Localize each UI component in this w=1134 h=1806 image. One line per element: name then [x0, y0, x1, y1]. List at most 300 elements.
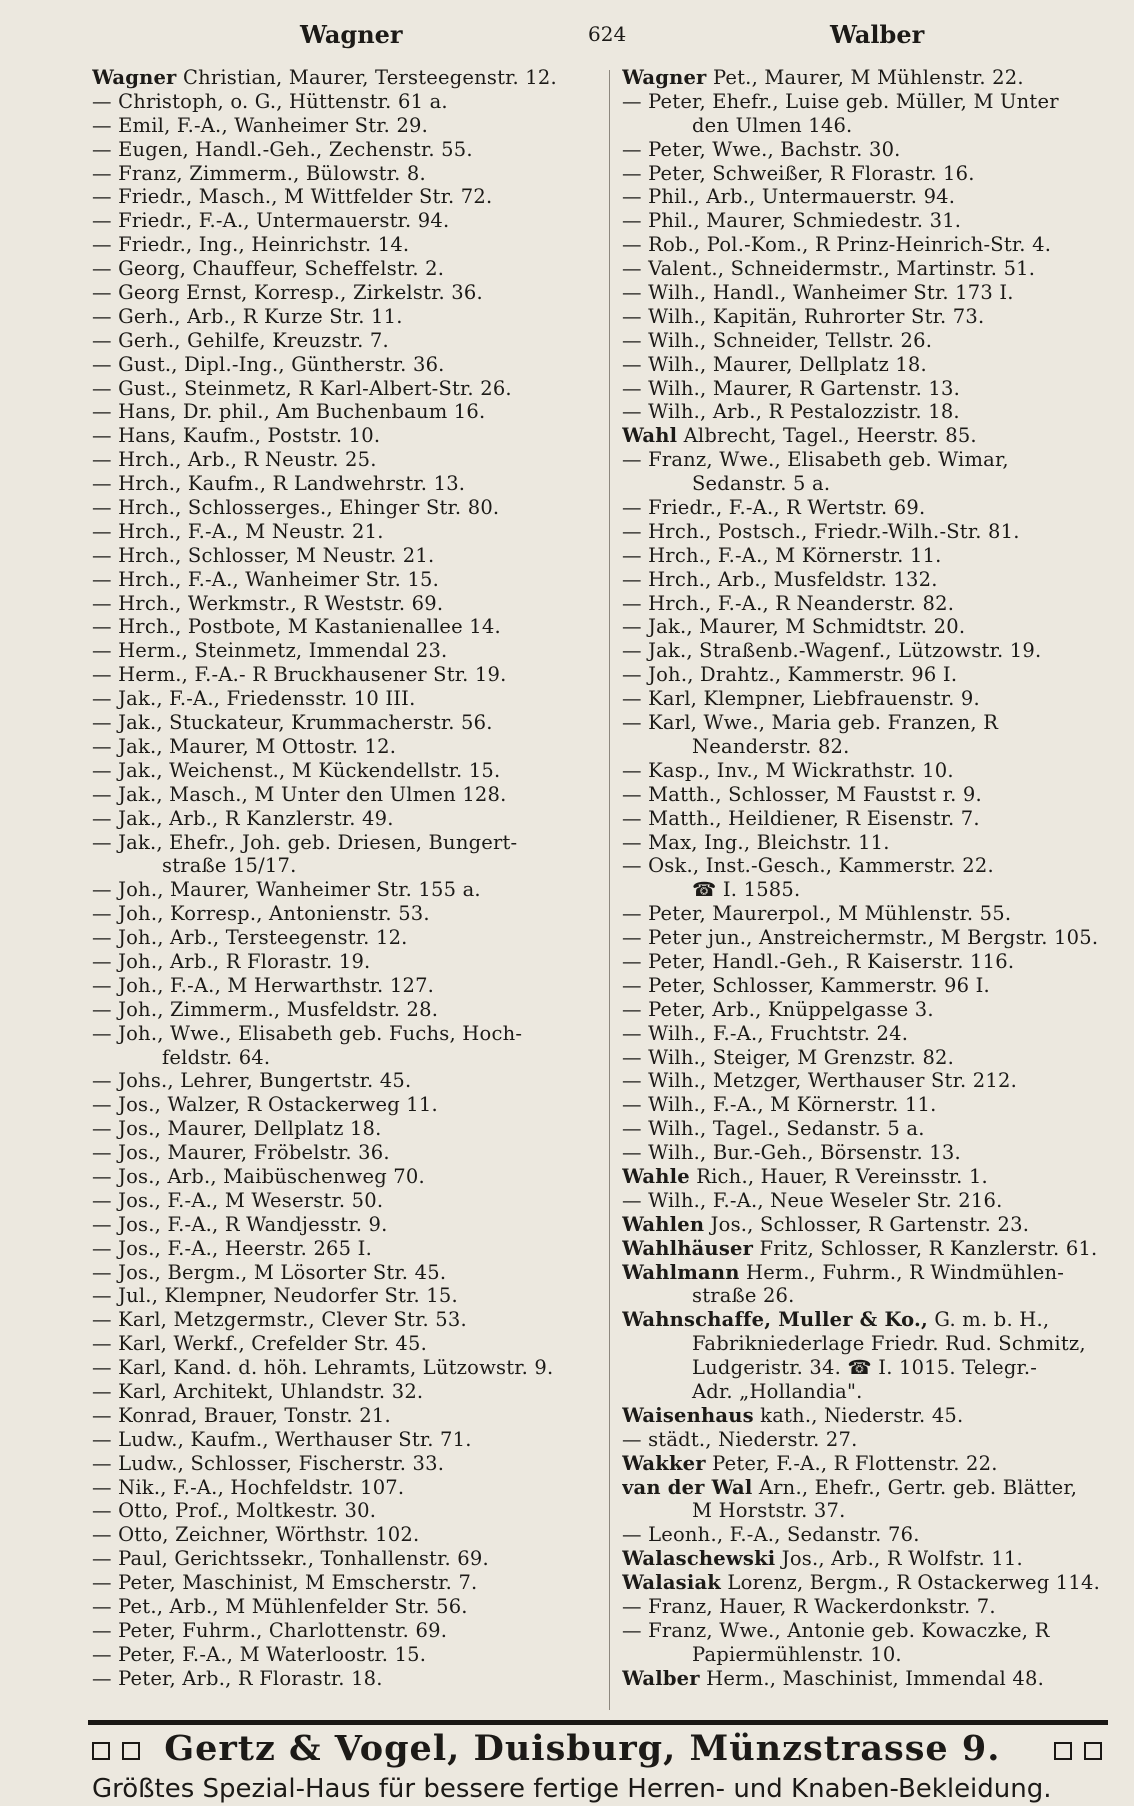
entry-text: — Wilh., Metzger, Werthauser Str. 212.: [622, 1069, 1017, 1093]
directory-entry: [622, 544, 1126, 568]
entry-text: — Karl, Kand. d. höh. Lehramts, Lützowstr. 9.: [92, 1356, 554, 1380]
directory-entry: [92, 1667, 604, 1691]
entry-text: — Georg Ernst, Korresp., Zirkelstr. 36.: [92, 281, 483, 305]
directory-entry: [92, 1547, 604, 1571]
directory-entry: [92, 735, 604, 759]
entry-text: — Wilh., F.-A., M Körnerstr. 11.: [622, 1093, 937, 1117]
directory-entry: [622, 472, 1126, 496]
entry-text: — Eugen, Handl.-Geh., Zechenstr. 55.: [92, 137, 473, 161]
directory-entry: [92, 400, 604, 424]
entry-surname: Wahnschaffe, Muller & Ko.,: [622, 1308, 929, 1332]
directory-entry: [92, 209, 604, 233]
entry-text: — Jos., Maurer, Fröbelstr. 36.: [92, 1141, 390, 1165]
directory-entry: [92, 902, 604, 926]
entry-text: — Jak., Ehefr., Joh. geb. Driesen, Bungert-: [92, 830, 518, 854]
entry-text: — Jak., Weichenst., M Kückendellstr. 15.: [92, 758, 501, 782]
entry-text: — Peter jun., Anstreichermstr., M Bergstr. 105.: [622, 926, 1099, 950]
entry-text: — Jos., F.-A., M Weserstr. 50.: [92, 1188, 384, 1212]
directory-entry: [622, 185, 1126, 209]
entry-text: — Peter, Schlosser, Kammerstr. 96 I.: [622, 973, 990, 997]
entry-text: Albrecht, Tagel., Heerstr. 85.: [677, 424, 977, 448]
advert-rule: [88, 1720, 1108, 1725]
directory-entry: [622, 592, 1126, 616]
entry-text: — Otto, Prof., Moltkestr. 30.: [92, 1499, 377, 1523]
entry-text: — Jak., Arb., R Kanzlerstr. 49.: [92, 806, 394, 830]
entry-text: — Leonh., F.-A., Sedanstr. 76.: [622, 1523, 920, 1547]
directory-entry: [92, 831, 604, 855]
entry-text: — Herm., Steinmetz, Immendal 23.: [92, 639, 448, 663]
entry-text: — Emil, F.-A., Wanheimer Str. 29.: [92, 113, 429, 137]
directory-entry: [92, 568, 604, 592]
directory-entry: [92, 424, 604, 448]
entry-text: — Wilh., Kapitän, Ruhrorter Str. 73.: [622, 304, 985, 328]
entry-surname: Wagner: [622, 66, 707, 89]
entry-text: — Pet., Arb., M Mühlenfelder Str. 56.: [92, 1595, 468, 1618]
entry-text: — Jos., Walzer, R Ostackerweg 11.: [92, 1093, 438, 1117]
entry-surname: van der Wal: [622, 1475, 753, 1499]
directory-entry: [92, 162, 604, 186]
directory-entry: [622, 448, 1126, 472]
directory-entry: [92, 1213, 604, 1237]
entry-text: — städt., Niederstr. 27.: [622, 1427, 858, 1451]
directory-entry: [92, 711, 604, 735]
entry-text: Papiermühlenstr. 10.: [692, 1642, 902, 1666]
directory-entry: [92, 353, 604, 377]
entry-text: — Friedr., F.-A., Untermauerstr. 94.: [92, 209, 450, 233]
entry-text: — Friedr., Ing., Heinrichstr. 14.: [92, 233, 410, 257]
right-column: [622, 66, 1126, 1691]
directory-entry: [622, 687, 1126, 711]
page-header: [0, 14, 1134, 50]
directory-entry: [92, 1499, 604, 1523]
entry-text: — Jos., Arb., Maibüschenweg 70.: [92, 1164, 425, 1188]
directory-entry: [92, 1093, 604, 1117]
entry-text: — Hrch., Werkmstr., R Weststr. 69.: [92, 591, 444, 615]
directory-entry: [92, 1356, 604, 1380]
entry-text: — Franz, Zimmerm., Bülowstr. 8.: [92, 161, 426, 185]
directory-entry: [92, 687, 604, 711]
entry-text: — Jak., Straßenb.-Wagenf., Lützowstr. 19.: [622, 639, 1042, 663]
page-number: 624: [588, 22, 627, 46]
directory-entry: [92, 329, 604, 353]
directory-entry: [622, 1667, 1126, 1691]
box-icon: [1054, 1742, 1072, 1760]
directory-entry: [92, 1595, 604, 1619]
entry-text: — Matth., Schlosser, M Faustst r. 9.: [622, 782, 982, 806]
entry-text: — Peter, Maschinist, M Emscherstr. 7.: [92, 1571, 478, 1595]
entry-text: — Valent., Schneidermstr., Martinstr. 51.: [622, 257, 1036, 281]
entry-surname: Wahle: [622, 1164, 690, 1188]
directory-entry: [622, 1643, 1126, 1667]
entry-text: — Wilh., Tagel., Sedanstr. 5 a.: [622, 1117, 925, 1141]
entry-text: — Jul., Klempner, Neudorfer Str. 15.: [92, 1284, 458, 1308]
directory-entry: [622, 950, 1126, 974]
directory-entry: [622, 1046, 1126, 1070]
directory-entry: [622, 377, 1126, 401]
directory-entry: [92, 759, 604, 783]
entry-text: den Ulmen 146.: [692, 113, 853, 137]
directory-entry: [622, 1141, 1126, 1165]
directory-entry: [622, 854, 1126, 878]
directory-entry: [622, 1189, 1126, 1213]
entry-text: — Karl, Werkf., Crefelder Str. 45.: [92, 1332, 427, 1356]
entry-text: — Otto, Zeichner, Wörthstr. 102.: [92, 1523, 420, 1547]
entry-text: Arn., Ehefr., Gertr. geb. Blätter,: [752, 1475, 1078, 1499]
entry-text: — Ludw., Kaufm., Werthauser Str. 71.: [92, 1427, 472, 1451]
advert-headline-text: Gertz & Vogel, Duisburg, Münzstrasse 9.: [164, 1728, 1001, 1769]
entry-text: — Wilh., F.-A., Neue Weseler Str. 216.: [622, 1188, 1003, 1212]
entry-text: — Peter, Fuhrm., Charlottenstr. 69.: [92, 1618, 448, 1642]
entry-text: — Gust., Steinmetz, R Karl-Albert-Str. 26.: [92, 376, 512, 400]
entry-text: — Paul, Gerichtssekr., Tonhallenstr. 69.: [92, 1547, 489, 1571]
directory-entry: [622, 1308, 1126, 1332]
directory-entry: [622, 902, 1126, 926]
directory-entry: [92, 1571, 604, 1595]
entry-text: Neanderstr. 82.: [692, 734, 850, 758]
entry-text: — Hrch., Schlosserges., Ehinger Str. 80.: [92, 496, 500, 520]
entry-text: — Gerh., Arb., R Kurze Str. 11.: [92, 304, 403, 328]
entry-text: straße 15/17.: [162, 854, 297, 878]
directory-entry: [622, 1117, 1126, 1141]
directory-entry: [92, 1237, 604, 1261]
entry-text: — Friedr., Masch., M Wittfelder Str. 72.: [92, 185, 493, 209]
entry-text: — Nik., F.-A., Hochfeldstr. 107.: [92, 1475, 405, 1499]
directory-entry: [92, 1261, 604, 1285]
directory-entry: [92, 1046, 604, 1070]
entry-text: — Georg, Chauffeur, Scheffelstr. 2.: [92, 257, 445, 281]
entry-text: — Matth., Heildiener, R Eisenstr. 7.: [622, 806, 980, 830]
directory-entry: [622, 1571, 1126, 1595]
entry-text: — Wilh., Handl., Wanheimer Str. 173 I.: [622, 281, 1014, 305]
advert-headline: [92, 1726, 1122, 1772]
entry-text: — Joh., Zimmerm., Musfeldstr. 28.: [92, 997, 439, 1021]
entry-text: — Wilh., Maurer, Dellplatz 18.: [622, 352, 927, 376]
entry-text: — Hrch., F.-A., Wanheimer Str. 15.: [92, 567, 440, 591]
entry-text: — Joh., Maurer, Wanheimer Str. 155 a.: [92, 878, 481, 902]
directory-entry: [92, 878, 604, 902]
directory-entry: [92, 998, 604, 1022]
directory-entry: [622, 759, 1126, 783]
entry-text: — Peter, Arb., Knüppelgasse 3.: [622, 997, 934, 1021]
directory-entry: [622, 1499, 1126, 1523]
entry-text: — Hrch., Arb., Musfeldstr. 132.: [622, 567, 938, 591]
directory-entry: [622, 90, 1126, 114]
entry-text: Jos., Arb., R Wolfstr. 11.: [775, 1547, 1023, 1571]
entry-text: — Peter, Schweißer, R Florastr. 16.: [622, 161, 975, 185]
entry-text: — Franz, Wwe., Antonie geb. Kowaczke, R: [622, 1618, 1050, 1642]
directory-entry: [622, 257, 1126, 281]
directory-entry: [622, 162, 1126, 186]
directory-entry: [622, 1356, 1126, 1380]
directory-entry: [92, 544, 604, 568]
entry-text: — Ludw., Schlosser, Fischerstr. 33.: [92, 1451, 445, 1475]
directory-entry: [92, 1523, 604, 1547]
entry-text: — Hrch., F.-A., M Körnerstr. 11.: [622, 543, 942, 567]
directory-entry: [92, 233, 604, 257]
directory-entry: [622, 1380, 1126, 1404]
entry-text: — Kasp., Inv., M Wickrathstr. 10.: [622, 758, 954, 782]
directory-entry: [92, 1380, 604, 1404]
entry-text: — Wilh., Schneider, Tellstr. 26.: [622, 328, 933, 352]
directory-entry: [622, 233, 1126, 257]
directory-entry: [92, 114, 604, 138]
directory-entry: [92, 1476, 604, 1500]
entry-text: Ludgeristr. 34. ☎ I. 1015. Telegr.-: [692, 1356, 1038, 1380]
directory-entry: [92, 305, 604, 329]
entry-text: Adr. „Hollandia".: [692, 1379, 863, 1403]
directory-entry: [92, 926, 604, 950]
header-left-keyword: Wagner: [300, 20, 403, 49]
entry-text: — Jak., F.-A., Friedensstr. 10 III.: [92, 687, 416, 711]
entry-text: — Wilh., Arb., R Pestalozzistr. 18.: [622, 400, 960, 424]
box-icon: [1084, 1742, 1102, 1760]
entry-text: — Wilh., Steiger, M Grenzstr. 82.: [622, 1045, 955, 1069]
entry-text: — Osk., Inst.-Gesch., Kammerstr. 22.: [622, 854, 994, 878]
entry-text: — Konrad, Brauer, Tonstr. 21.: [92, 1403, 391, 1427]
directory-entry: [622, 281, 1126, 305]
entry-text: kath., Niederstr. 45.: [753, 1403, 964, 1427]
entry-text: — Jak., Maurer, M Schmidtstr. 20.: [622, 615, 966, 639]
directory-entry: [622, 1332, 1126, 1356]
directory-entry: [622, 639, 1126, 663]
directory-entry: [622, 400, 1126, 424]
directory-entry: [622, 998, 1126, 1022]
header-right-keyword: Walber: [830, 20, 925, 49]
entry-text: Christian, Maurer, Tersteegenstr. 12.: [176, 66, 557, 89]
entry-text: — Gust., Dipl.-Ing., Güntherstr. 36.: [92, 352, 445, 376]
box-icon: [92, 1742, 110, 1760]
entry-text: Peter, F.-A., R Flottenstr. 22.: [705, 1451, 998, 1475]
entry-text: — Joh., Korresp., Antonienstr. 53.: [92, 902, 430, 926]
directory-entry: [622, 807, 1126, 831]
entry-text: feldstr. 64.: [162, 1045, 271, 1069]
entry-text: — Jos., Bergm., M Lösorter Str. 45.: [92, 1260, 447, 1284]
directory-entry: [92, 950, 604, 974]
entry-surname: Walber: [622, 1666, 700, 1690]
entry-text: — Hrch., Kaufm., R Landwehrstr. 13.: [92, 472, 466, 496]
directory-entry: [622, 1213, 1126, 1237]
entry-text: — Hrch., F.-A., R Neanderstr. 82.: [622, 591, 955, 615]
directory-entry: [92, 663, 604, 687]
directory-entry: [92, 138, 604, 162]
entry-surname: Wakker: [622, 1451, 706, 1475]
left-column: [92, 66, 604, 1691]
directory-entry: [92, 1452, 604, 1476]
directory-entry: [92, 1619, 604, 1643]
directory-entry: [92, 1332, 604, 1356]
entry-text: Sedanstr. 5 a.: [692, 472, 831, 496]
directory-entry: [622, 138, 1126, 162]
directory-entry: [92, 472, 604, 496]
entry-text: — Karl, Architekt, Uhlandstr. 32.: [92, 1379, 424, 1403]
directory-entry: [622, 568, 1126, 592]
directory-entry: [622, 1476, 1126, 1500]
entry-text: — Jak., Masch., M Unter den Ulmen 128.: [92, 782, 507, 806]
advert-subline: Größtes Spezial-Haus für bessere fertige Herren- und Knaben-Bekleidung.: [92, 1774, 1052, 1804]
entry-text: — Karl, Metzgermstr., Clever Str. 53.: [92, 1308, 467, 1332]
entry-surname: Wagner: [92, 66, 177, 89]
directory-entry: [622, 353, 1126, 377]
directory-entry: [622, 1069, 1126, 1093]
directory-entry: [92, 1165, 604, 1189]
directory-entry: [622, 1237, 1126, 1261]
directory-entry: [92, 1141, 604, 1165]
entry-text: Herm., Maschinist, Immendal 48.: [699, 1666, 1045, 1690]
directory-entry: [622, 1547, 1126, 1571]
entry-text: — Joh., F.-A., M Herwarthstr. 127.: [92, 973, 435, 997]
entry-text: — Wilh., Bur.-Geh., Börsenstr. 13.: [622, 1141, 961, 1165]
directory-entry: [622, 926, 1126, 950]
directory-entry: [92, 1069, 604, 1093]
directory-entry: [92, 615, 604, 639]
entry-text: — Hrch., Postsch., Friedr.-Wilh.-Str. 81.: [622, 519, 1020, 543]
entry-text: — Joh., Drahtz., Kammerstr. 96 I.: [622, 663, 958, 687]
directory-entry: [92, 448, 604, 472]
entry-text: — Jak., Stuckateur, Krummacherstr. 56.: [92, 711, 493, 735]
entry-text: Fritz, Schlosser, R Kanzlerstr. 61.: [753, 1236, 1098, 1260]
entry-text: straße 26.: [692, 1284, 795, 1308]
entry-text: — Joh., Wwe., Elisabeth geb. Fuchs, Hoch-: [92, 1021, 523, 1045]
entry-text: — Phil., Maurer, Schmiedestr. 31.: [622, 209, 962, 233]
entry-text: — Wilh., F.-A., Fruchtstr. 24.: [622, 1021, 909, 1045]
entry-text: — Max, Ing., Bleichstr. 11.: [622, 830, 890, 854]
entry-text: — Jos., Maurer, Dellplatz 18.: [92, 1117, 382, 1141]
entry-text: — Hrch., Arb., R Neustr. 25.: [92, 448, 377, 472]
directory-entry: [92, 854, 604, 878]
directory-entry: [622, 735, 1126, 759]
directory-entry: [92, 807, 604, 831]
entry-text: — Peter, Arb., R Florastr. 18.: [92, 1666, 383, 1690]
entry-text: — Phil., Arb., Untermauerstr. 94.: [622, 185, 956, 209]
directory-entry: [92, 1643, 604, 1667]
entry-text: — Jak., Maurer, M Ottostr. 12.: [92, 734, 397, 758]
directory-entry: [622, 1022, 1126, 1046]
directory-entry: [92, 496, 604, 520]
directory-entry: [622, 831, 1126, 855]
entry-text: — Franz, Hauer, R Wackerdonkstr. 7.: [622, 1595, 996, 1618]
directory-entry: [622, 711, 1126, 735]
directory-entry: [92, 783, 604, 807]
entry-surname: Wahlhäuser: [622, 1236, 754, 1260]
entry-text: — Karl, Klempner, Liebfrauenstr. 9.: [622, 687, 980, 711]
directory-entry: [92, 1117, 604, 1141]
directory-entry: [622, 1093, 1126, 1117]
entry-text: — Hrch., Schlosser, M Neustr. 21.: [92, 543, 435, 567]
entry-text: — Karl, Wwe., Maria geb. Franzen, R: [622, 711, 999, 735]
entry-text: Herm., Fuhrm., R Windmühlen-: [739, 1260, 1065, 1284]
entry-text: — Jos., F.-A., R Wandjesstr. 9.: [92, 1212, 388, 1236]
entry-text: — Peter, Wwe., Bachstr. 30.: [622, 137, 901, 161]
entry-text: — Jos., F.-A., Heerstr. 265 I.: [92, 1236, 372, 1260]
directory-entry: [622, 1165, 1126, 1189]
entry-text: Lorenz, Bergm., R Ostackerweg 114.: [721, 1571, 1101, 1595]
entry-surname: Wahlmann: [622, 1260, 740, 1284]
directory-entry: [92, 377, 604, 401]
directory-entry: [622, 1428, 1126, 1452]
entry-text: Pet., Maurer, M Mühlenstr. 22.: [706, 66, 1024, 89]
directory-entry: [92, 257, 604, 281]
directory-entry: [92, 1284, 604, 1308]
directory-entry: [622, 783, 1126, 807]
entry-text: — Peter, Handl.-Geh., R Kaiserstr. 116.: [622, 949, 1015, 973]
directory-entry: [92, 66, 604, 90]
entry-text: ☎ I. 1585.: [692, 878, 801, 902]
entry-surname: Waisenhaus: [622, 1403, 754, 1427]
directory-entry: [92, 90, 604, 114]
entry-text: — Franz, Wwe., Elisabeth geb. Wimar,: [622, 448, 1009, 472]
directory-entry: [622, 878, 1126, 902]
directory-entry: [622, 424, 1126, 448]
entry-text: — Peter, F.-A., M Waterloostr. 15.: [92, 1642, 427, 1666]
directory-entry: [622, 1595, 1126, 1619]
entry-text: Jos., Schlosser, R Gartenstr. 23.: [704, 1212, 1030, 1236]
entry-surname: Wahl: [622, 424, 678, 448]
entry-text: — Wilh., Maurer, R Gartenstr. 13.: [622, 376, 960, 400]
entry-surname: Walaschewski: [622, 1547, 776, 1571]
entry-text: — Friedr., F.-A., R Wertstr. 69.: [622, 496, 926, 520]
directory-entry: [622, 114, 1126, 138]
directory-entry: [92, 1404, 604, 1428]
directory-entry: [622, 496, 1126, 520]
entry-text: Rich., Hauer, R Vereinsstr. 1.: [689, 1164, 988, 1188]
directory-entry: [622, 1452, 1126, 1476]
entry-text: — Joh., Arb., Tersteegenstr. 12.: [92, 926, 408, 950]
directory-entry: [622, 1404, 1126, 1428]
entry-text: — Johs., Lehrer, Bungertstr. 45.: [92, 1069, 412, 1093]
directory-entry: [92, 1022, 604, 1046]
directory-entry: [92, 1189, 604, 1213]
directory-entry: [622, 1619, 1126, 1643]
entry-text: Fabrikniederlage Friedr. Rud. Schmitz,: [692, 1332, 1086, 1356]
directory-entry: [622, 1523, 1126, 1547]
directory-entry: [92, 520, 604, 544]
directory-entry: [622, 520, 1126, 544]
directory-entry: [92, 974, 604, 998]
entry-text: — Hans, Kaufm., Poststr. 10.: [92, 424, 381, 448]
directory-entry: [92, 592, 604, 616]
directory-entry: [622, 209, 1126, 233]
entry-surname: Wahlen: [622, 1212, 705, 1236]
directory-entry: [92, 281, 604, 305]
directory-entry: [622, 974, 1126, 998]
directory-entry: [622, 615, 1126, 639]
entry-text: G. m. b. H.,: [928, 1308, 1050, 1332]
directory-entry: [622, 66, 1126, 90]
directory-entry: [92, 185, 604, 209]
entry-text: — Hrch., Postbote, M Kastanienallee 14.: [92, 615, 501, 639]
entry-text: — Hans, Dr. phil., Am Buchenbaum 16.: [92, 400, 486, 424]
entry-text: — Joh., Arb., R Florastr. 19.: [92, 949, 371, 973]
entry-text: — Gerh., Gehilfe, Kreuzstr. 7.: [92, 328, 389, 352]
entry-text: — Rob., Pol.-Kom., R Prinz-Heinrich-Str. 4.: [622, 233, 1052, 257]
entry-text: — Peter, Ehefr., Luise geb. Müller, M Unter: [622, 89, 1059, 113]
entry-text: — Christoph, o. G., Hüttenstr. 61 a.: [92, 89, 448, 113]
column-divider: [609, 70, 610, 1710]
entry-text: — Herm., F.-A.- R Bruckhausener Str. 19.: [92, 663, 507, 687]
directory-entry: [622, 663, 1126, 687]
directory-entry: [622, 1284, 1126, 1308]
directory-entry: [622, 329, 1126, 353]
directory-entry: [92, 1308, 604, 1332]
entry-text: M Horststr. 37.: [692, 1499, 846, 1523]
entry-text: — Hrch., F.-A., M Neustr. 21.: [92, 519, 384, 543]
directory-entry: [622, 305, 1126, 329]
box-icon: [122, 1742, 140, 1760]
directory-entry: [92, 639, 604, 663]
directory-entry: [92, 1428, 604, 1452]
entry-surname: Walasiak: [622, 1571, 722, 1595]
directory-entry: [622, 1261, 1126, 1285]
